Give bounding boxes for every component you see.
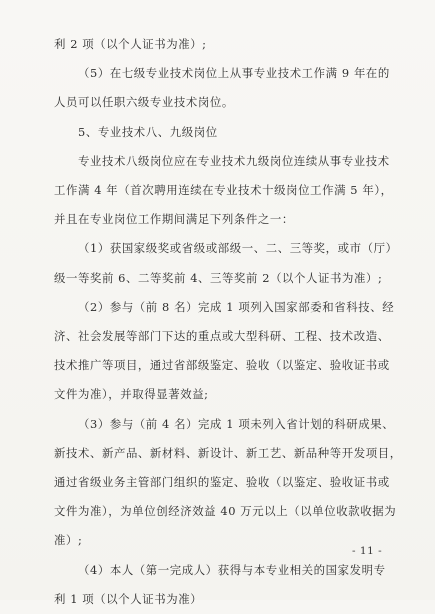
text-line: 级一等奖前 6、二等奖前 4、三等奖前 2（以个人证书为准）; <box>54 270 383 285</box>
text-line: 准）; <box>54 533 83 548</box>
section-heading: 5、专业技术八、九级岗位 <box>78 124 218 139</box>
page-number: - 11 - <box>352 545 383 557</box>
text-line: 文件为准），为单位创经济效益 40 万元以上（以单位收款收据为 <box>54 504 397 519</box>
document-body <box>54 30 402 614</box>
text-line: （4）本人（第一完成人）获得与本专业相关的国家发明专 <box>78 562 386 577</box>
text-line: 新技术、新产品、新材料、新设计、新工艺、新品种等开发项目， <box>54 445 402 460</box>
text-line: 文件为准），并取得显著效益; <box>54 387 209 402</box>
text-line: 通过省级业务主管部门组织的鉴定、验收（以鉴定、验收证书或 <box>54 475 390 490</box>
text-line: 专业技术八级岗位应在专业技术九级岗位连续从事专业技术 <box>78 153 390 168</box>
text-line: （1）获国家级奖或省级或部级一、二、三等奖，或市（厅） <box>78 241 398 256</box>
text-line: 工作满 4 年（首次聘用连续在专业技术十级岗位工作满 5 年）， <box>54 183 393 198</box>
text-line: （2）参与（前 8 名）完成 1 项列入国家部委和省科技、经 <box>78 299 395 314</box>
text-line: （5）在七级专业技术岗位上从事专业技术工作满 9 年在的 <box>78 66 390 81</box>
text-line: 利 2 项（以个人证书为准）; <box>54 37 207 51</box>
text-line: （3）参与（前 4 名）完成 1 项未列入省计划的科研成果、 <box>78 416 395 431</box>
text-line: 并且在专业岗位工作期间满足下列条件之一： <box>54 212 294 227</box>
text-line: 济、社会发展等部门下达的重点或大型科研、工程、技术改造、 <box>54 329 390 344</box>
text-line: 利 1 项（以个人证书为准） <box>54 591 203 606</box>
text-line: 技术推广等项目，通过省部级鉴定、验收（以鉴定、验收证书或 <box>54 358 390 373</box>
text-line: 人员可以任职六级专业技术岗位。 <box>54 95 234 110</box>
